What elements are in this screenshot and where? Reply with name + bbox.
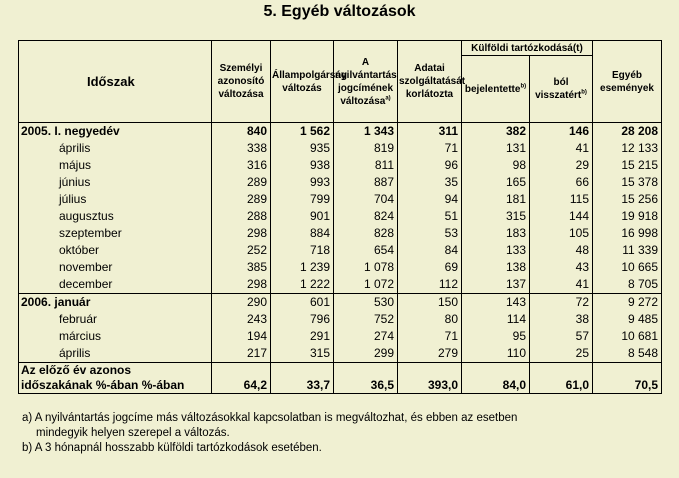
table-cell: 840 <box>212 123 271 141</box>
table-cell: 9 272 <box>593 294 662 312</box>
table-cell: 57 <box>530 328 593 345</box>
page-title: 5. Egyéb változások <box>263 3 416 20</box>
row-label: 2005. I. negyedév <box>19 123 212 141</box>
table-cell: 289 <box>212 174 271 191</box>
table-cell: 41 <box>530 140 593 157</box>
table-cell: 1 078 <box>334 259 398 276</box>
table-cell: 38 <box>530 311 593 328</box>
table-cell: 1 222 <box>271 276 334 294</box>
table-cell: 752 <box>334 311 398 328</box>
table-row <box>19 157 662 174</box>
table-cell: 1 343 <box>334 123 398 141</box>
table-cell: 530 <box>334 294 398 312</box>
table-row <box>19 311 662 328</box>
table-cell: 25 <box>530 345 593 363</box>
table-cell: 41 <box>530 276 593 294</box>
table-cell: 133 <box>462 242 530 259</box>
row-label: október <box>19 242 212 259</box>
percent-row-label <box>19 363 212 394</box>
footnote-b: b) A 3 hónapnál hosszabb külföldi tartózkodások esetében. <box>22 442 322 454</box>
footnote-a: a) A nyilvántartás jogcíme más változásokkal kapcsolatban is megváltozhat, és ebben az esetben <box>22 412 518 424</box>
table-cell: 43 <box>530 259 593 276</box>
table-cell: 315 <box>271 345 334 363</box>
table-cell: 8 705 <box>593 276 662 294</box>
table-row <box>19 225 662 242</box>
percent-row <box>19 363 662 394</box>
table-cell: 98 <box>462 157 530 174</box>
table-cell: 796 <box>271 311 334 328</box>
table-cell: 48 <box>530 242 593 259</box>
table-row <box>19 328 662 345</box>
header-period: Időszak <box>19 41 212 123</box>
table-cell: 601 <box>271 294 334 312</box>
table-cell: 19 918 <box>593 208 662 225</box>
table-cell: 824 <box>334 208 398 225</box>
table-row <box>19 259 662 276</box>
row-label: március <box>19 328 212 345</box>
table-cell: 165 <box>462 174 530 191</box>
table-cell: 51 <box>398 208 462 225</box>
header-citizenship: Állampolgárság változás <box>271 41 334 123</box>
table-cell: 311 <box>398 123 462 141</box>
table-cell: 887 <box>334 174 398 191</box>
table-cell: 96 <box>398 157 462 174</box>
table-cell: 28 208 <box>593 123 662 141</box>
table-cell: 16 998 <box>593 225 662 242</box>
table-cell: 993 <box>271 174 334 191</box>
table-row <box>19 242 662 259</box>
row-label: 2006. január <box>19 294 212 312</box>
table-cell: 819 <box>334 140 398 157</box>
table-cell: 15 256 <box>593 191 662 208</box>
table-cell: 338 <box>212 140 271 157</box>
table-cell: 137 <box>462 276 530 294</box>
header-abroad-back: ból visszatért$^{b)}$ <box>530 56 593 123</box>
table-cell: 252 <box>212 242 271 259</box>
table-cell: 181 <box>462 191 530 208</box>
table-cell: 53 <box>398 225 462 242</box>
table-cell: 799 <box>271 191 334 208</box>
table-cell: 15 215 <box>593 157 662 174</box>
table-cell: 146 <box>530 123 593 141</box>
percent-cell: 393,0 <box>398 363 462 394</box>
table-cell: 10 681 <box>593 328 662 345</box>
row-label: december <box>19 276 212 294</box>
table-cell: 110 <box>462 345 530 363</box>
table-cell: 901 <box>271 208 334 225</box>
table-cell: 71 <box>398 140 462 157</box>
table-row <box>19 174 662 191</box>
row-label: február <box>19 311 212 328</box>
table-cell: 69 <box>398 259 462 276</box>
footnotes <box>22 411 662 456</box>
table-cell: 143 <box>462 294 530 312</box>
table-cell: 811 <box>334 157 398 174</box>
table-cell: 10 665 <box>593 259 662 276</box>
table-cell: 289 <box>212 191 271 208</box>
table-cell: 138 <box>462 259 530 276</box>
table-cell: 66 <box>530 174 593 191</box>
table-row <box>19 294 662 312</box>
table-cell: 94 <box>398 191 462 208</box>
row-label: november <box>19 259 212 276</box>
percent-row-label-line2: időszakának %-ában %-ában <box>21 378 185 392</box>
table-cell: 290 <box>212 294 271 312</box>
table-cell: 385 <box>212 259 271 276</box>
table-cell: 654 <box>334 242 398 259</box>
table-row <box>19 276 662 294</box>
row-label: április <box>19 140 212 157</box>
table-row <box>19 191 662 208</box>
percent-cell: 84,0 <box>462 363 530 394</box>
percent-cell: 70,5 <box>593 363 662 394</box>
table-cell: 11 339 <box>593 242 662 259</box>
table-cell: 1 072 <box>334 276 398 294</box>
row-label: július <box>19 191 212 208</box>
percent-cell: 61,0 <box>530 363 593 394</box>
table-cell: 29 <box>530 157 593 174</box>
table-cell: 316 <box>212 157 271 174</box>
table-cell: 95 <box>462 328 530 345</box>
table-cell: 217 <box>212 345 271 363</box>
table-cell: 105 <box>530 225 593 242</box>
header-data-restricted: Adatai szolgáltatását korlátozta <box>398 41 462 123</box>
table-row <box>19 208 662 225</box>
row-label: április <box>19 345 212 363</box>
footnote-a-continued: mindegyik helyen szerepel a változás. <box>36 427 230 439</box>
table-row <box>19 123 662 141</box>
table-cell: 150 <box>398 294 462 312</box>
table-cell: 131 <box>462 140 530 157</box>
header-registration: A nyilvántartás jogcímének változása$^{a)}$ <box>334 41 398 123</box>
table-cell: 298 <box>212 276 271 294</box>
percent-cell: 36,5 <box>334 363 398 394</box>
percent-cell: 64,2 <box>212 363 271 394</box>
table-cell: 884 <box>271 225 334 242</box>
table-cell: 938 <box>271 157 334 174</box>
table-cell: 279 <box>398 345 462 363</box>
header-abroad-group: Külföldi tartózkodásá(t) <box>462 41 593 56</box>
table-row <box>19 345 662 363</box>
statistics-table <box>18 40 662 394</box>
table-cell: 12 133 <box>593 140 662 157</box>
header-abroad-in: bejelentette$^{b)}$ <box>462 56 530 123</box>
table-cell: 9 485 <box>593 311 662 328</box>
table-cell: 114 <box>462 311 530 328</box>
percent-row-label-line1: Az előző év azonos <box>21 363 132 377</box>
table-cell: 291 <box>271 328 334 345</box>
table-cell: 935 <box>271 140 334 157</box>
table-cell: 115 <box>530 191 593 208</box>
table-cell: 243 <box>212 311 271 328</box>
table-cell: 274 <box>334 328 398 345</box>
table-cell: 144 <box>530 208 593 225</box>
table-cell: 298 <box>212 225 271 242</box>
table-cell: 1 239 <box>271 259 334 276</box>
table-cell: 8 548 <box>593 345 662 363</box>
table-cell: 718 <box>271 242 334 259</box>
table-cell: 194 <box>212 328 271 345</box>
header-other-events: Egyéb események <box>593 41 662 123</box>
table-cell: 1 562 <box>271 123 334 141</box>
table-cell: 72 <box>530 294 593 312</box>
row-label: augusztus <box>19 208 212 225</box>
row-label: szeptember <box>19 225 212 242</box>
table-cell: 299 <box>334 345 398 363</box>
table-cell: 704 <box>334 191 398 208</box>
table-cell: 315 <box>462 208 530 225</box>
table-cell: 71 <box>398 328 462 345</box>
percent-cell: 33,7 <box>271 363 334 394</box>
table-cell: 288 <box>212 208 271 225</box>
table-cell: 80 <box>398 311 462 328</box>
table-cell: 84 <box>398 242 462 259</box>
table-cell: 15 378 <box>593 174 662 191</box>
table-cell: 183 <box>462 225 530 242</box>
table-cell: 382 <box>462 123 530 141</box>
table-row <box>19 140 662 157</box>
row-label: június <box>19 174 212 191</box>
table-cell: 35 <box>398 174 462 191</box>
header-personal-id: Személyi azonosító változása <box>212 41 271 123</box>
row-label: május <box>19 157 212 174</box>
table-cell: 112 <box>398 276 462 294</box>
table-cell: 828 <box>334 225 398 242</box>
